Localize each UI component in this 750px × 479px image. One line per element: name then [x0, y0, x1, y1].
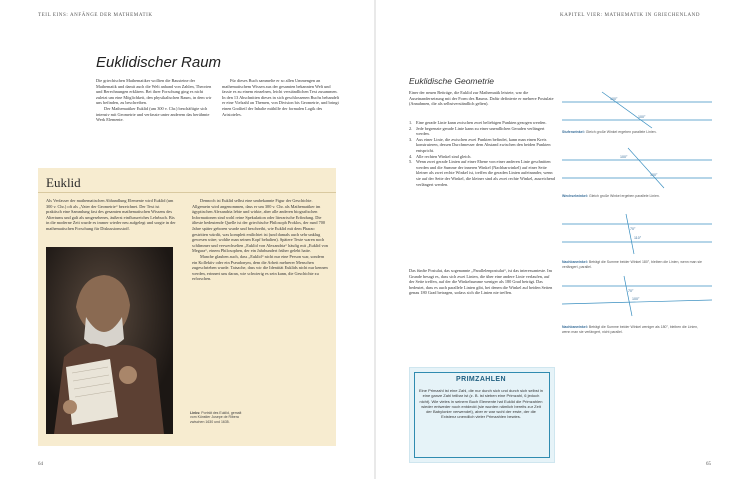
postulate-list	[409, 120, 555, 187]
caption-text: Gleich große Winkel ergeben parallele Linien.	[585, 130, 657, 134]
postulate-item	[409, 159, 555, 187]
transversal-2	[628, 148, 664, 188]
paragraph: Dennoch ist Euklid selbst eine umbekannte Figur der Geschichte. Allgemein wird angenommen, dass er um 300 v. Chr. als Mathematiker im ägyptischen Alexandria lebte und wirkte, aber alle anderen biografischen Informationen sind wohl reine Spekulation oder literarische Erfindung. Die älteste bedeutende Quelle ist der griechische Philosoph Proklos, der rund 700 Jahre später geboren wurde und beschreibt, wie Euklid mit dem Pharao gestritten würdit, was komplett entlichtet ist (und damals auch sehr unklug gewesen wäre; wohlte man seinen Kopf behalten). Spätere Texte waren noch schlimmer und verwechselten „Euklid von Alexandria“ häufig mit „Euklid von Megara“, einem Philosophen, der ein Jahrhundert früher gelebt hatte.	[192, 198, 328, 254]
postulate-number: 4.	[409, 153, 413, 159]
diagram-caption	[562, 260, 702, 269]
angle-label: 100°	[638, 115, 646, 119]
postulate-item	[409, 137, 555, 154]
angle-label: 100°	[620, 155, 628, 159]
box-intro-text: Als Verfasser der mathematischen Abhandlung Elemente wird Euklid (um 300 v. Chr.) oft als „Vater der Geometrie“ bezeichnet. Der Text ist praktisch eine Sammlung fast des gesamten mathematischen Wissens des Altertums und galt als umgesehenes, äußerst einflussreiches Lehrbuch. Bis in die moderne Zeit wurde es immer wieder neu aufgelegt und sorgte in der mathematischen Forschung für Diskussionsstoff.	[46, 198, 176, 231]
diagram-caption	[562, 130, 702, 135]
postulate-number: 1.	[409, 120, 413, 125]
caption-text: Beträgt die Summe beider Winkel 180°, bleiben die Linien, wenn man sie verlängert, parallel.	[562, 260, 702, 269]
paragraph: Manche glauben auch, dass „Euklid“ nicht nur eine Person war, sondern ein Kollektiv oder ein Pseudonym, dem die Arbeit mehrerer Menschen zugeschrieben wurde. Tatsache, dass wir die Identität Euklids nicht nur kennen werden, erinnert uns daran, wie schwierig es sein kann, die Geschichte zu erforschen.	[192, 253, 328, 282]
angle-diagrams	[562, 88, 722, 348]
left-intro-column-1	[96, 78, 214, 123]
box-title-divider	[38, 192, 336, 193]
angle-label: 100°	[610, 97, 618, 101]
paragraph: Die griechischen Mathematiker wollten die Bausteine der Mathematik und damit auch die Welt anhand von Zahlen, Theorien und Berechnungen erklären. Bei ihrer Forschung ging es nicht zuletzt um eine Möglichkeit, den physikalischen Raum, in dem wir uns befinden, zu beschreiben.	[96, 78, 212, 106]
euklid-portrait-image	[46, 247, 173, 434]
angle-label: 70°	[630, 227, 636, 231]
angle-label: 100°	[650, 173, 658, 177]
paragraph: Der Mathematiker Euklid (um 300 v. Chr.) beschäftigte sich intensiv mit Geometrie und verfasste unter anderem das berühmte Werk Elemente.	[96, 105, 210, 123]
diagram-caption	[562, 194, 702, 199]
right-page-number: 65	[706, 462, 711, 467]
caption-label: Stufenwinkel:	[562, 130, 585, 134]
right-running-header: KAPITEL VIER: MATHEMATIK IN GRIECHENLAND	[560, 13, 701, 18]
primzahlen-text: Eine Primzahl ist eine Zahl, die nur durch sich und durch sich selbst in eine ganze Zahl teilbar ist (z. B. ist sieben eine Primzahl, 6 jedoch nicht). Wie vieles in seinem Buch Elemente hat Euklid die Primzahlen wieder entweder noch entdeckt (sie wurden nämlich bereits zur Zeit der Babylonier verwendet), aber er war wohl der erste, der die Existenz unendlich vieler Primzahlen bewies.	[418, 388, 544, 420]
postulate-number: 3.	[409, 136, 413, 142]
diagram-caption	[562, 325, 702, 334]
caption-text: Gleich große Winkel ergeben parallele Linien.	[589, 194, 660, 198]
caption-text: Beträgt die Summe beider Winkel weniger als 180°, bleiben die Linien, wenn man sie verlängert, nicht parallel.	[562, 325, 699, 334]
caption-text: Porträt des Euklid, gemalt vom Künstler Jusepe de Ribera zwischen 1630 und 1635.	[190, 411, 242, 424]
postulate-text: Jede begrenzte gerade Linie kann zu einer unendlichen Geraden verlängert werden.	[416, 125, 545, 137]
left-page-number: 64	[38, 462, 43, 467]
right-intro-text: Einer der neuen Beiträge, die Euklid zur Mathematik leistete, war die Auseinandersetzung mit der Form des Raums. Dafür definierte er mehrere Postulate (Annahmen, die als selbstverständlich gelten).	[409, 90, 554, 107]
postulate-text: Wenn zwei gerade Linien auf einer Ebene von einer anderen Linie geschnitten werden und die Summe der inneren Winkel (Nachbarwinkel) auf einer Seite kleiner als zwei rechte Winkel ist, treffen die geraden Linien aufeinander, wenn sie auf der Seite der Winkel, die kleiner sind als zwei rechte Winkel, ausreichend verlängert werden.	[416, 159, 555, 187]
caption-label: Nachbarwinkel:	[562, 260, 588, 264]
box-right-column	[192, 198, 328, 282]
caption-label: Links:	[190, 411, 201, 415]
page-title: Euklidischer Raum	[96, 54, 222, 71]
right-outro-text: Das fünfte Postulat, das sogenannte „Parallelenpostulat“, ist das interessanteste. Im Grunde besagt es, dass sich zwei Linien, die über eine andere Linie verlaufen, auf der Seite treffen, auf der die Winkelsumme weniger als 180 Grad beträgt. Das bedeutet, dass es auch parallele Linien gibt, bei denen die Winkel auf beiden Seiten genau 180 Grad betragen, sodass sich die Linien nie treffen.	[409, 268, 553, 296]
primzahlen-title: PRIMZAHLEN	[456, 376, 506, 383]
paragraph: Für dieses Buch sammelte er so allen Ummengen an mathematischem Wissen aus der gesamten bekannten Welt und fasste es zu einem einzelnen, leicht verständlichen Text zusammen. In den 13 Abschnitten dieses in sich geschlossenen Buchs behandelt er eine Vielzahl an Themen, von Division bis Geometrie, und bringt einen Großteil der Inhalte mithilfe der formalen Logik des Aristoteles.	[222, 78, 340, 117]
postulate-text: Aus einer Linie, die zwischen zwei Punkten befindet, kann man einen Kreis konstruieren, dessen Durchmesser dem Abstand zwischen den beiden Punkten entspricht.	[416, 136, 551, 153]
postulate-text: Eine gerade Linie kann zwischen zwei beliebigen Punkten gezogen werden.	[416, 120, 547, 125]
postulate-item	[409, 126, 555, 137]
postulate-text: Alle rechten Winkel sind gleich.	[416, 153, 472, 159]
section-subtitle: Euklidische Geometrie	[409, 76, 495, 86]
angle-label: 70°	[628, 289, 634, 293]
postulate-number: 2.	[409, 125, 413, 131]
caption-label: Nachbarwinkel:	[562, 325, 588, 329]
page-gutter	[374, 0, 376, 479]
transversal-4	[624, 276, 632, 316]
postulate-number: 5.	[409, 159, 413, 165]
left-running-header: TEIL EINS: ANFÄNGE DER MATHEMATIK	[38, 13, 153, 18]
angle-label: 110°	[634, 236, 642, 240]
portrait-illustration	[46, 247, 173, 434]
transversal-3	[626, 214, 634, 254]
box-title: Euklid	[46, 175, 81, 190]
caption-label: Wechselwinkel:	[562, 194, 589, 198]
left-intro-column-2	[222, 78, 340, 117]
angle-label: 100°	[632, 297, 640, 301]
portrait-caption	[190, 411, 248, 424]
